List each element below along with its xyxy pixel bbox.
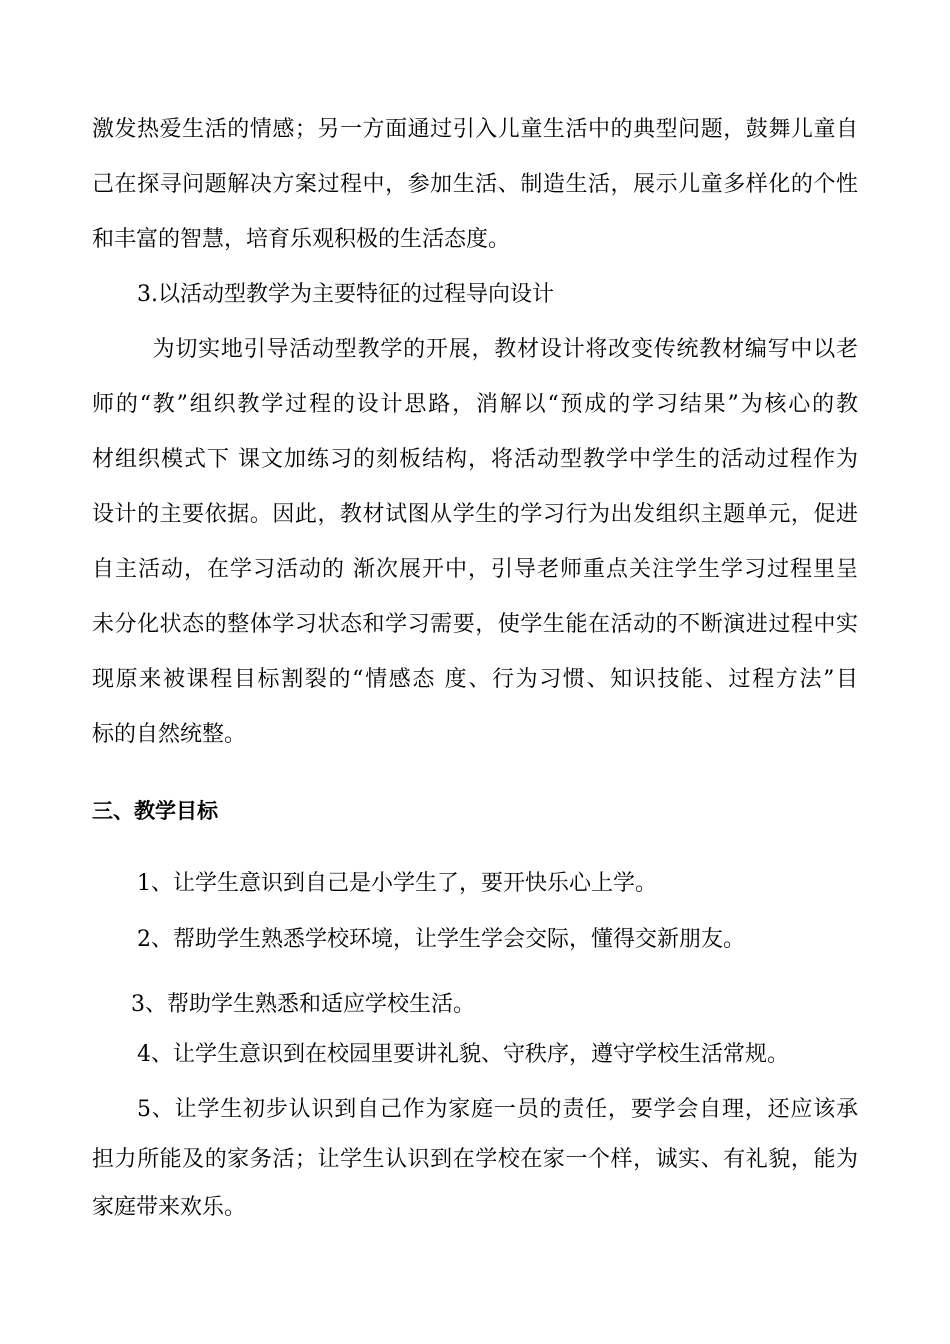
section-heading: 三、教学目标 [92, 799, 218, 823]
paragraph-line: 和丰富的智慧，培育乐观积极的生活态度。 [92, 227, 511, 252]
goal-item-continuation: 家庭带来欢乐。 [92, 1195, 247, 1220]
goal-item: 2、帮助学生熟悉学校环境，让学生学会交际，懂得交新朋友。 [137, 927, 745, 952]
goal-item: 1、让学生意识到自己是小学生了，要开快乐心上学。 [137, 871, 657, 896]
goal-item-continuation: 担力所能及的家务活；让学生认识到在学校在家一个样，诚实、有礼貌，能为 [92, 1147, 858, 1172]
paragraph-line: 材组织模式下 课文加练习的刻板结构，将活动型教学中学生的活动过程作为 [92, 447, 858, 472]
paragraph-line: 设计的主要依据。因此，教材试图从学生的学习行为出发组织主题单元，促进 [92, 502, 858, 527]
paragraph-line: 己在探寻问题解决方案过程中，参加生活、制造生活，展示儿童多样化的个性 [92, 172, 858, 197]
paragraph-line: 为切实地引导活动型教学的开展，教材设计将改变传统教材编写中以老 [137, 337, 858, 362]
paragraph-line: 现原来被课程目标割裂的“情感态 度、行为习惯、知识技能、过程方法”目 [92, 667, 858, 692]
subheading: 3.以活动型教学为主要特征的过程导向设计 [137, 282, 554, 307]
paragraph-line: 师的“教”组织教学过程的设计思路，消解以“预成的学习结果”为核心的教 [92, 392, 858, 417]
paragraph-line: 激发热爱生活的情感；另一方面通过引入儿童生活中的典型问题，鼓舞儿童自 [92, 117, 858, 142]
paragraph-line: 未分化状态的整体学习状态和学习需要，使学生能在活动的不断演进过程中实 [92, 612, 858, 637]
paragraph-line: 标的自然统整。 [92, 722, 247, 747]
goal-item: 3、帮助学生熟悉和适应学校生活。 [131, 992, 475, 1017]
goal-item: 4、让学生意识到在校园里要讲礼貌、守秩序，遵守学校生活常规。 [137, 1042, 789, 1067]
goal-item: 5、让学生初步认识到自己作为家庭一员的责任，要学会自理，还应该承 [137, 1097, 858, 1122]
paragraph-line: 自主活动，在学习活动的 渐次展开中，引导老师重点关注学生学习过程里呈 [92, 557, 858, 582]
